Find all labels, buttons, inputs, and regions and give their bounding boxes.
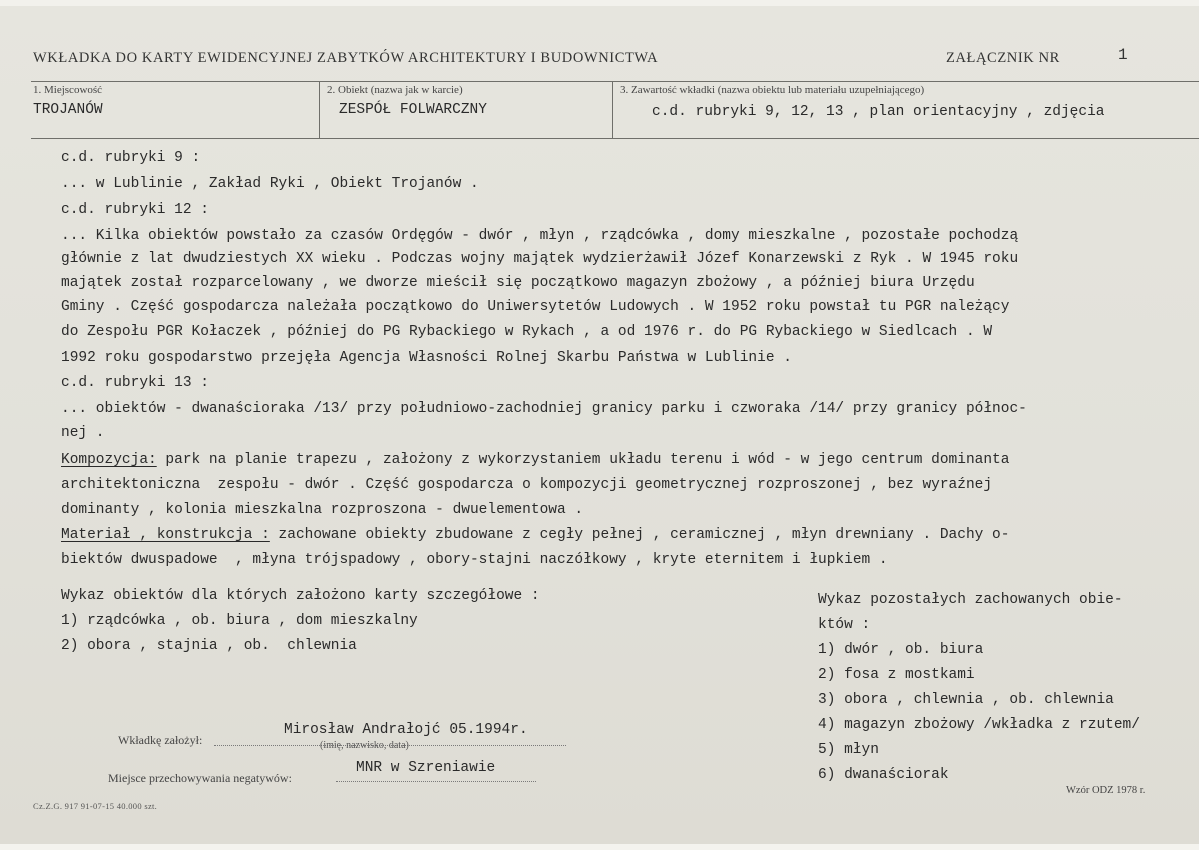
grid-divider-1 bbox=[319, 81, 320, 138]
body-line: głównie z lat dwudziestych XX wieku . Podczas wojny majątek wydzierżawił Józef Konarzewski z Ryk . W 1945 roku bbox=[61, 251, 1019, 267]
negatives-line bbox=[336, 781, 536, 782]
paper-edge-bottom bbox=[0, 844, 1199, 850]
body-line: c.d. rubryki 9 : bbox=[61, 150, 201, 166]
created-by-label: Wkładkę założył: bbox=[118, 733, 203, 747]
composition-line: architektoniczna zespołu - dwór . Część gospodarcza o kompozycji geometrycznej rozproszonej , bez wyraźnej bbox=[61, 477, 993, 493]
body-line: ... Kilka obiektów powstało za czasów Ordęgów - dwór , młyn , rządcówka , domy mieszkalne , pozostałe pochodzą bbox=[61, 228, 1019, 244]
right-list-heading: któw : bbox=[818, 617, 871, 633]
body-line: ... obiektów - dwanaściorakа /13/ przy południowo-zachodniej granicy parku i czworaka /14/ przy granicy północ- bbox=[61, 401, 1027, 417]
right-list-item: 1) dwór , ob. biura bbox=[818, 642, 984, 658]
negatives-label: Miejsce przechowywania negatywów: bbox=[108, 771, 292, 785]
right-list-item: 2) fosa z mostkami bbox=[818, 667, 975, 683]
negatives-value: MNR w Szreniawie bbox=[356, 760, 496, 776]
template-note: Wzór ODZ 1978 r. bbox=[1066, 785, 1146, 796]
grid-line-bottom bbox=[31, 138, 1199, 139]
material-line: biektów dwuspadowe , młyna trójspadowy , obory-stajni naczółkowy , kryte eternitem i łupkiem . bbox=[61, 552, 888, 568]
material-heading: Materiał , konstrukcja : bbox=[61, 527, 270, 543]
body-line: majątek został rozparcelowany , we dworze mieścił się początkowo magazyn zbożowy , a później biura Urzędu bbox=[61, 275, 975, 291]
body-line: c.d. rubryki 12 : bbox=[61, 202, 209, 218]
right-list-item: 4) magazyn zbożowy /wkładka z rzutem/ bbox=[818, 717, 1140, 733]
body-line: do Zespołu PGR Kołaczek , później do PG Rybackiego w Rykach , a od 1976 r. do PG Rybackiego w Siedlcach . W bbox=[61, 324, 993, 340]
attachment-label: ZAŁĄCZNIK NR bbox=[946, 50, 1060, 66]
left-list-item: 1) rządcówka , ob. biura , dom mieszkalny bbox=[61, 613, 418, 629]
paper-edge-top bbox=[0, 0, 1199, 6]
body-line: nej . bbox=[61, 425, 105, 441]
form-title: WKŁADKA DO KARTY EWIDENCYJNEJ ZABYTKÓW ARCHITEKTURY I BUDOWNICTWA bbox=[33, 50, 659, 66]
field-value-content: c.d. rubryki 9, 12, 13 , plan orientacyjny , zdjęcia bbox=[652, 104, 1105, 120]
composition-text: park na planie trapezu , założony z wykorzystaniem układu terenu i wód - w jego centrum dominanta bbox=[156, 452, 1010, 468]
right-list-item: 5) młyn bbox=[818, 742, 879, 758]
material-text: zachowane obiekty zbudowane z cegły pełnej , ceramicznej , młyn drewniany . Dachy o- bbox=[269, 527, 1010, 543]
print-code: Cz.Z.G. 917 91-07-15 40.000 szt. bbox=[33, 801, 158, 811]
composition-heading: Kompozycja: bbox=[61, 452, 157, 468]
field-value-locality: TROJANÓW bbox=[33, 102, 103, 118]
field-label-content: 3. Zawartość wkładki (nazwa obiektu lub materiału uzupełniającego) bbox=[620, 84, 925, 96]
material-line bbox=[61, 527, 1009, 543]
body-line: Gminy . Część gospodarcza należała początkowo do Uniwersytetów Ludowych . W 1952 roku powstał tu PGR należący bbox=[61, 299, 1010, 315]
left-list-item: 2) obora , stajnia , ob. chlewnia bbox=[61, 638, 357, 654]
right-list-heading: Wykaz pozostałych zachowanych obie- bbox=[818, 592, 1123, 608]
right-list-item: 3) obora , chlewnia , ob. chlewnia bbox=[818, 692, 1114, 708]
right-list-item: 6) dwanaściorak bbox=[818, 767, 949, 783]
body-line: 1992 roku gospodarstwo przejęła Agencja Własności Rolnej Skarbu Państwa w Lublinie . bbox=[61, 350, 792, 366]
body-line: ... w Lublinie , Zakład Ryki , Obiekt Trojanów . bbox=[61, 176, 479, 192]
composition-line: dominanty , kolonia mieszkalna rozproszona - dwuelementowa . bbox=[61, 502, 584, 518]
attachment-number: 1 bbox=[1118, 46, 1128, 64]
field-value-object: ZESPÓŁ FOLWARCZNY bbox=[339, 102, 487, 118]
composition-line bbox=[61, 452, 1009, 468]
field-label-object: 2. Obiekt (nazwa jak w karcie) bbox=[327, 84, 463, 96]
grid-line-top bbox=[31, 81, 1199, 82]
field-label-locality: 1. Miejscowość bbox=[33, 84, 103, 96]
created-by-value: Mirosław Andrałojć 05.1994r. bbox=[284, 722, 528, 738]
left-list-heading: Wykaz obiektów dla których założono karty szczegółowe : bbox=[61, 588, 540, 604]
body-line: c.d. rubryki 13 : bbox=[61, 375, 209, 391]
grid-divider-2 bbox=[612, 81, 613, 138]
created-by-hint: (imię, nazwisko, data) bbox=[320, 740, 409, 751]
